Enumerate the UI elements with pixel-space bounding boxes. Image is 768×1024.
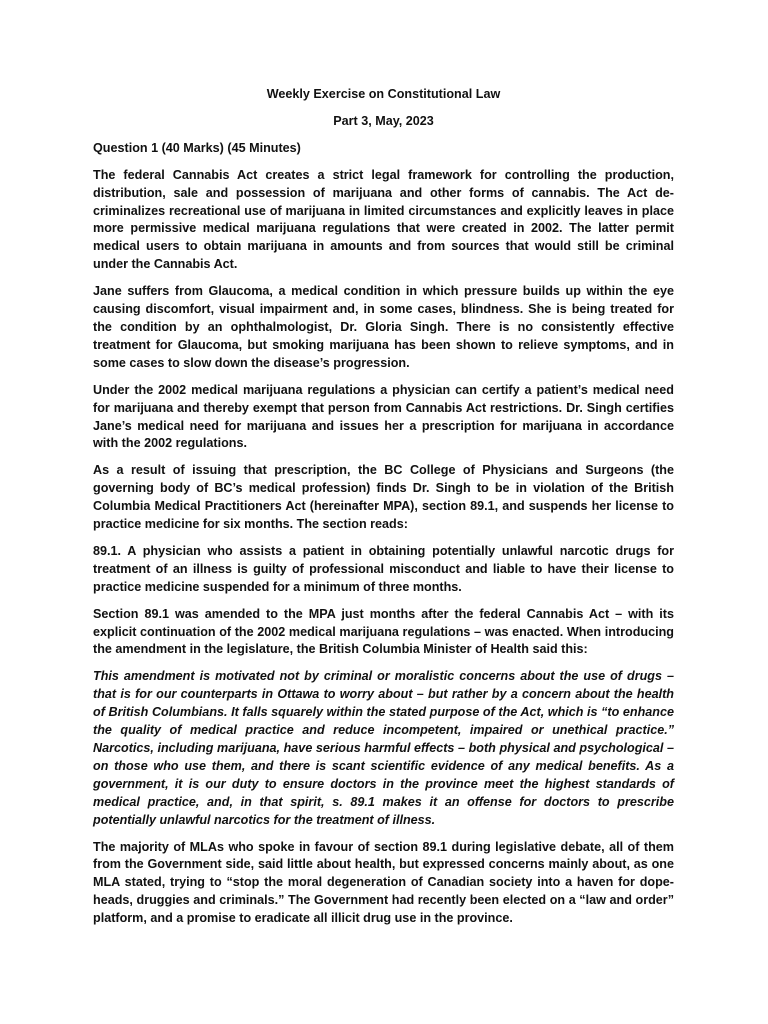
document-page: [93, 86, 674, 937]
paragraph-jane-glaucoma: Jane suffers from Glaucoma, a medical condition in which pressure builds up within the eye causing discomfort, visual impairment and, in some cases, blindness. She is being treated for the condition by an ophthalmologist, Dr. Gloria Singh. There is no consistently effective treatment for Glaucoma, but smoking marijuana has been shown to relieve symptoms, and in some cases to slow down the disease’s progression.: [93, 284, 674, 370]
document-title: Weekly Exercise on Constitutional Law: [266, 87, 501, 101]
paragraph-mla-debate: The majority of MLAs who spoke in favour of section 89.1 during legislative debate, all of them from the Government side, said little about health, but expressed concerns mainly about, as one MLA stated, trying to “stop the moral degeneration of Canadian society into a haven for dope-heads, druggies and criminals.” The Government had recently been elected on a “law and order” platform, and a promise to eradicate all illicit drug use in the province.: [93, 839, 674, 926]
paragraph-cannabis-act: The federal Cannabis Act creates a strict legal framework for controlling the production, distribution, sale and possession of marijuana and other forms of cannabis. The Act de-criminalizes recreational use of marijuana in limited circumstances and explicitly leaves in place more permissive medical marijuana regulations that were created in 2002. The latter permit medical users to obtain marijuana in amounts and from sources that would still be criminal under the Cannabis Act.: [93, 167, 674, 272]
paragraph-college-finding: As a result of issuing that prescription, the BC College of Physicians and Surgeons (the governing body of BC’s medical profession) finds Dr. Singh to be in violation of the British Columbia Medical Practitioners Act (hereinafter MPA), section 89.1, and suspends her license to practice medicine for six months. The section reads:: [93, 463, 674, 532]
question-heading: Question 1 (40 Marks) (45 Minutes): [93, 140, 301, 155]
document-subtitle: Part 3, May, 2023: [333, 113, 434, 128]
paragraph-regulations: Under the 2002 medical marijuana regulations a physician can certify a patient’s medical need for marijuana and thereby exempt that person from Cannabis Act restrictions. Dr. Singh certifies Jane’s medical need for marijuana and issues her a prescription for marijuana in accordance with the 2002 regulations.: [93, 382, 674, 451]
paragraph-section-text: 89.1. A physician who assists a patient in obtaining potentially unlawful narcotic drugs for treatment of an illness is guilty of professional misconduct and liable to have their license to practice medicine suspended for a minimum of three months.: [93, 543, 674, 594]
minister-quote: This amendment is motivated not by criminal or moralistic concerns about the use of drugs – that is for our counterparts in Ottawa to worry about – but rather by a concern about the health of British Columbians. It falls squarely within the stated purpose of the Act, which is “to enhance the quality of medical practice and reduce incompetent, impaired or unethical practice.” Narcotics, including marijuana, have serious harmful effects – both physical and psychological – on those who use them, and there is scant scientific evidence of any medical benefits. As a government, it is our duty to ensure doctors in the province meet the highest standards of medical practice, and, in that spirit, s. 89.1 makes it an offense for doctors to prescribe potentially unlawful narcotics for the treatment of illness.: [93, 669, 674, 827]
paragraph-amendment-intro: Section 89.1 was amended to the MPA just months after the federal Cannabis Act – with its explicit continuation of the 2002 medical marijuana regulations – was enacted. When introducing the amendment in the legislature, the British Columbia Minister of Health said this:: [93, 606, 674, 657]
